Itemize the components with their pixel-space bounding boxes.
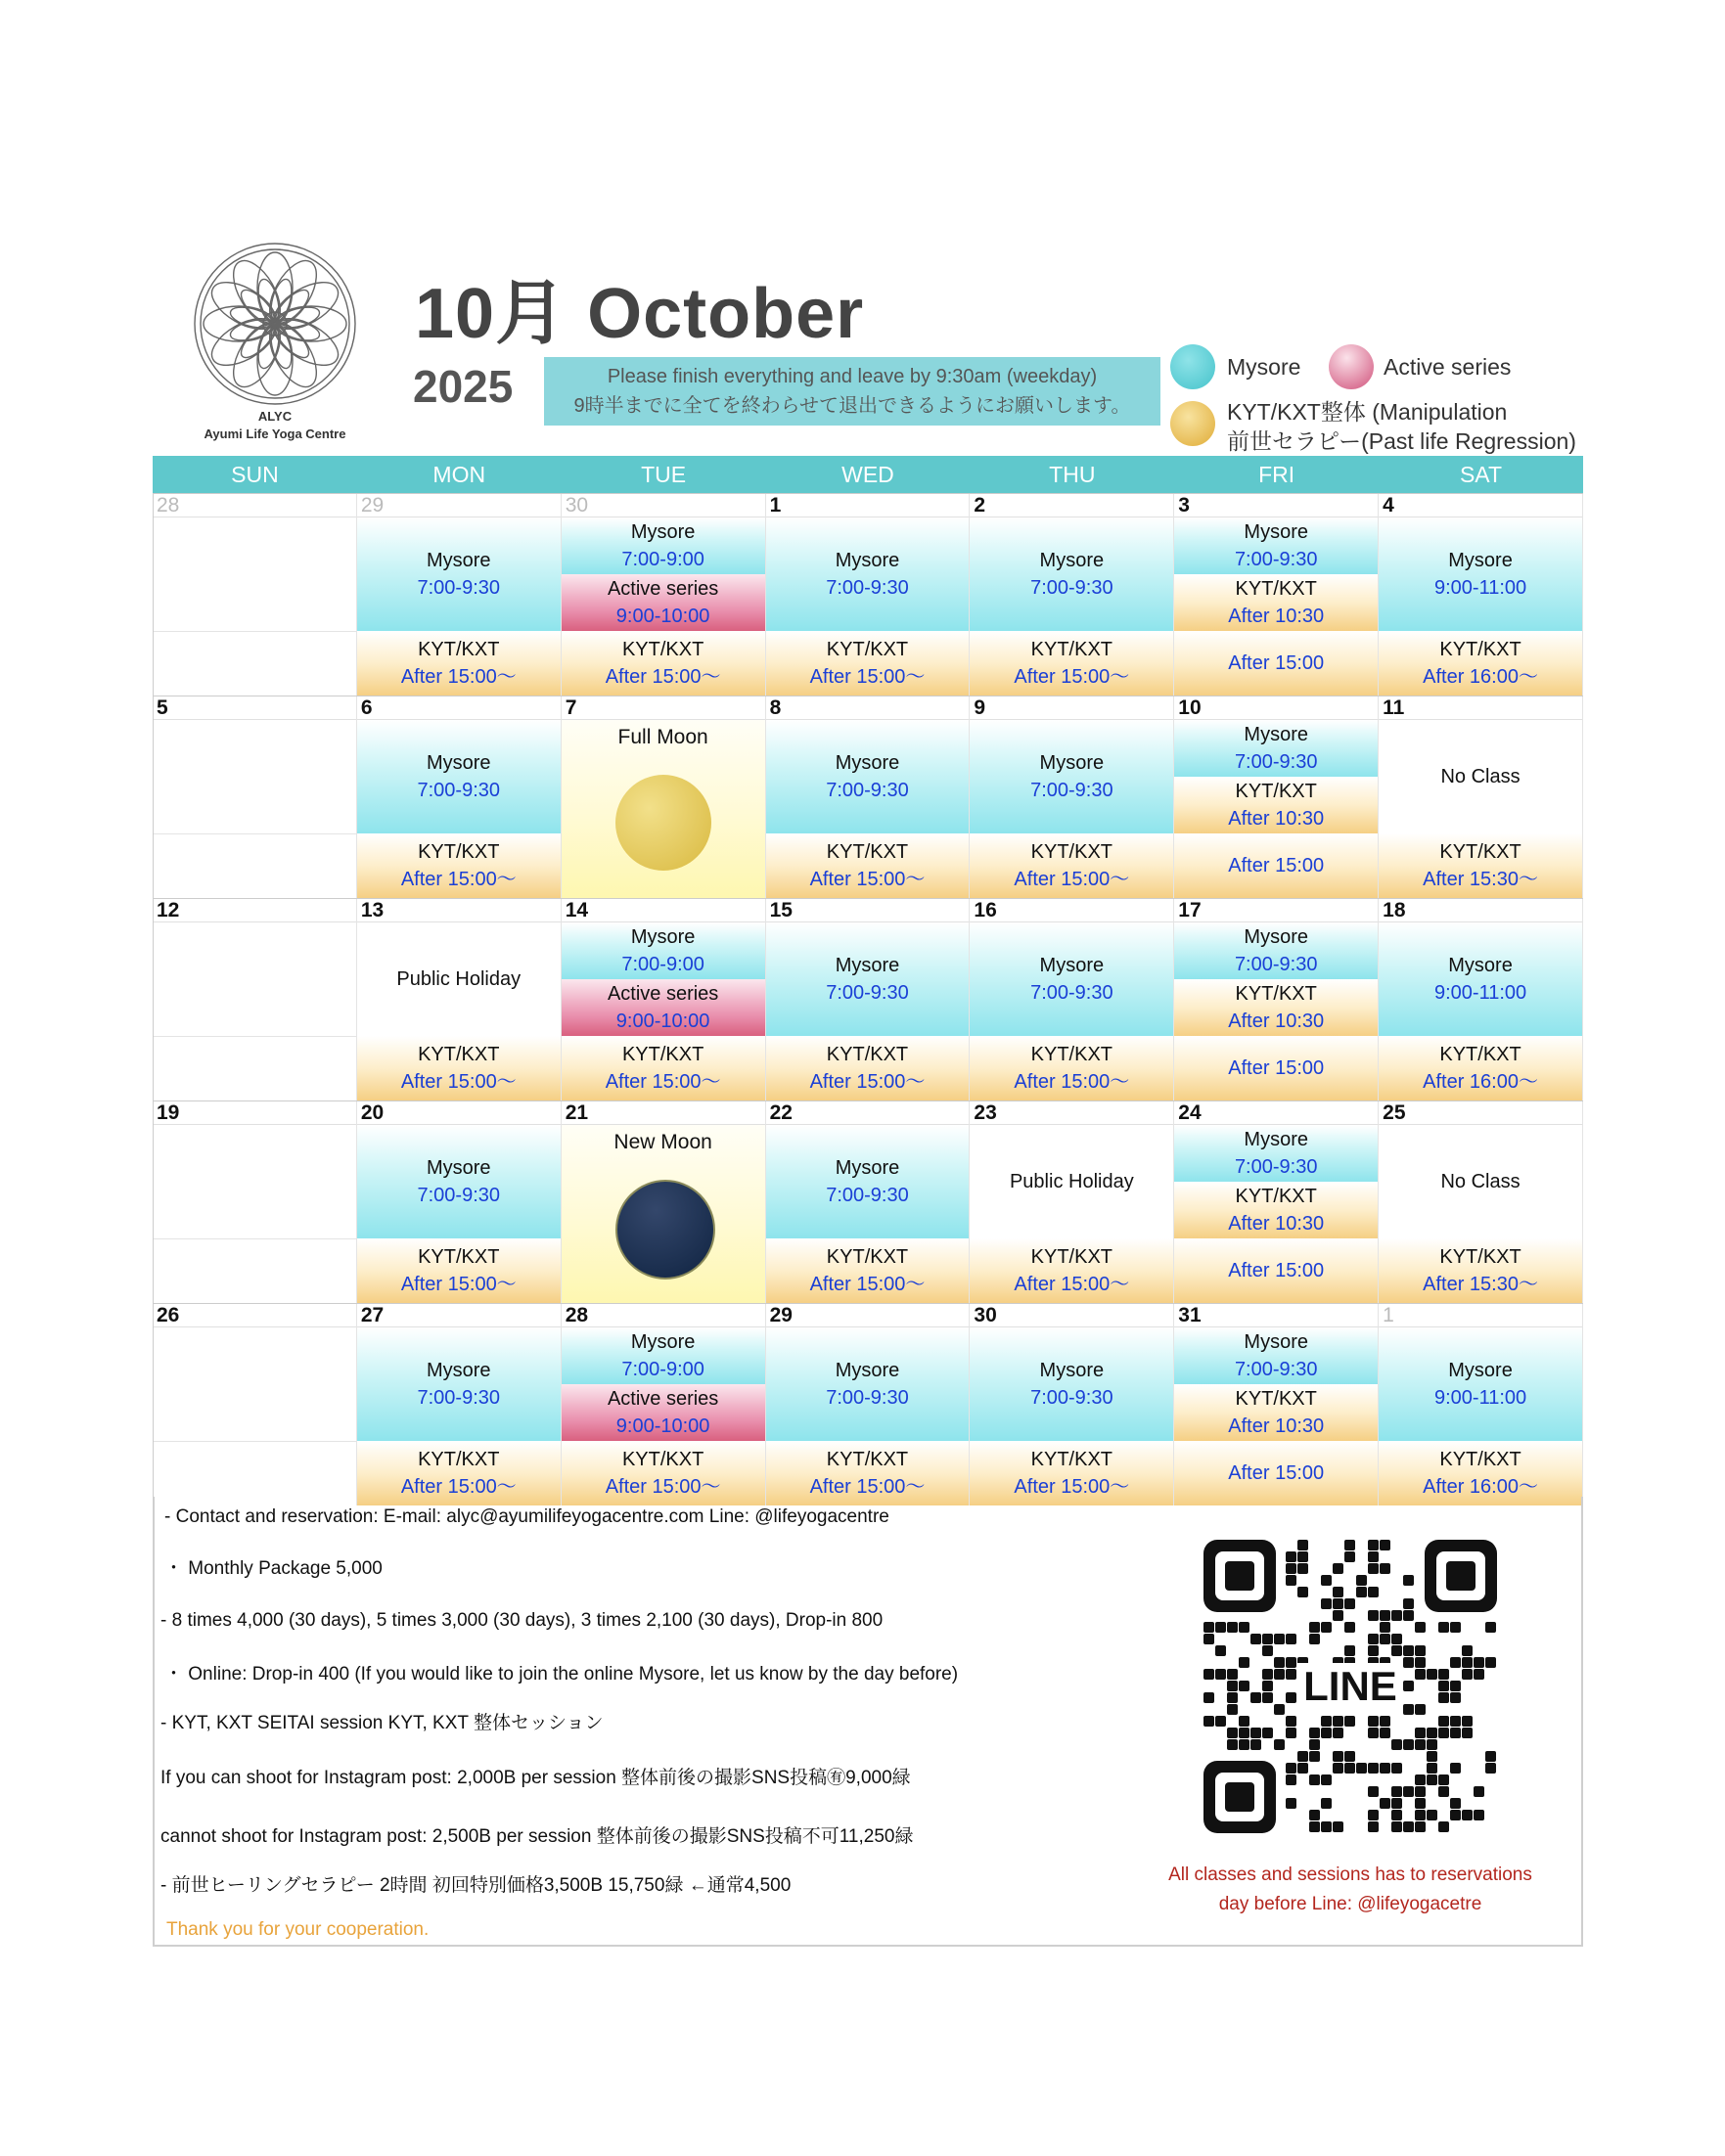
mysore-class-block-time: 7:00-9:30 [1030,982,1113,1004]
active-series-block-time: 9:00-10:00 [615,606,710,627]
mysore-class-block[interactable] [1174,517,1378,574]
kyt-session-block-time: After 10:30 [1228,1415,1325,1437]
date-number: 23 [970,1101,1173,1125]
notice-english: Please finish everything and leave by 9:30am (weekday) [607,366,1098,387]
sunday-divider [153,631,356,632]
active-series-block-time: 9:00-10:00 [615,1011,710,1032]
date-number: 14 [562,899,765,922]
mysore-class-block-time: 7:00-9:30 [417,780,501,801]
kyt-session-block-label: KYT/KXT [1030,1449,1113,1470]
mysore-class-block[interactable] [1174,922,1378,979]
kyt-legend-label-2: 前世セラピー(Past life Regression) [1227,428,1576,454]
kyt-session-block-label: KYT/KXT [1235,578,1317,600]
kyt-session-block-label: KYT/KXT [1235,1186,1317,1207]
kyt-session-block-time: After 15:00〜 [1014,666,1130,688]
mysore-class-block-time: 7:00-9:00 [621,549,704,570]
date-number: 12 [153,899,356,922]
monthly-package-line: ・ Monthly Package 5,000 [164,1558,383,1579]
mysore-legend-dot [1170,344,1215,389]
mysore-class-block-label: Mysore [1244,926,1308,948]
kyt-session-block-label: KYT/KXT [826,841,909,863]
mysore-legend-label: Mysore [1227,354,1301,380]
kyt-session-block-label: KYT/KXT [418,1246,500,1268]
mysore-class-block-time: 7:00-9:30 [1030,780,1113,801]
kyt-session-block[interactable] [1174,833,1378,898]
mysore-class-block-label: Mysore [1039,550,1105,571]
active-legend-dot [1329,344,1374,389]
dow-sun: SUN [231,462,279,487]
mysore-class-block-label: Mysore [426,1360,491,1381]
mysore-class-block[interactable] [357,517,561,631]
moon-label: Full Moon [617,726,708,748]
date-number: 19 [153,1101,356,1125]
date-number: 1 [766,494,970,517]
mysore-class-block-label: Mysore [630,521,696,543]
kyt-session-block[interactable] [357,833,561,898]
kyt-session-block-label: KYT/KXT [621,639,704,660]
date-number: 9 [970,696,1173,720]
kyt-session-block-label: KYT/KXT [1030,1246,1113,1268]
kyt-session-block[interactable] [357,1238,561,1303]
logo-abbreviation: ALYC [257,409,293,424]
kyt-session-block-label: KYT/KXT [826,1044,909,1065]
mysore-class-block[interactable] [1174,1125,1378,1182]
date-number: 8 [766,696,970,720]
no-class-label-label: No Class [1440,766,1521,787]
active-series-block[interactable] [562,979,765,1036]
kyt-session-block-label: KYT/KXT [1030,1044,1113,1065]
mysore-class-block-time: 7:00-9:30 [826,1185,909,1206]
reservation-note-1: All classes and sessions has to reservations [1168,1864,1532,1885]
dow-fri: FRI [1258,462,1295,487]
date-number: 28 [562,1304,765,1327]
column-divider [1582,899,1583,1100]
year-label: 2025 [413,361,514,412]
public-holiday-label-label: Public Holiday [396,968,522,990]
mysore-class-block-time: 7:00-9:30 [1030,1387,1113,1409]
kyt-legend-dot [1170,401,1215,446]
kyt-session-block-time: After 15:00〜 [1014,1274,1130,1295]
date-number: 2 [970,494,1173,517]
kyt-session-block-label: KYT/KXT [418,1044,500,1065]
sunday-divider [153,1238,356,1239]
mysore-class-block-label: Mysore [1448,1360,1513,1381]
kyt-session-block-label: KYT/KXT [1439,1449,1521,1470]
kyt-session-block[interactable] [1379,1238,1582,1303]
mysore-class-block[interactable] [357,1327,561,1441]
kyt-session-block-label: KYT/KXT [826,1246,909,1268]
active-series-block-label: Active series [607,983,719,1005]
kyt-session-block[interactable] [562,1036,765,1100]
kyt-session-block-time: After 16:00〜 [1423,1071,1538,1093]
mysore-class-block-time: 7:00-9:00 [621,1359,704,1380]
kyt-session-block-time: After 15:00〜 [809,1476,926,1498]
calendar-week [153,493,1583,696]
calendar-week [153,898,1583,1100]
mysore-class-block[interactable] [970,1327,1173,1441]
mysore-class-block[interactable] [766,720,970,833]
kyt-session-block-time: After 10:30 [1228,1213,1325,1235]
date-number: 27 [357,1304,561,1327]
mysore-class-block-time: 7:00-9:30 [826,780,909,801]
date-number: 29 [766,1304,970,1327]
mysore-class-block-time: 7:00-9:30 [826,982,909,1004]
kyt-session-block-label: KYT/KXT [1235,781,1317,802]
date-number: 13 [357,899,561,922]
kyt-session-block-label: KYT/KXT [621,1449,704,1470]
mysore-class-block-time: 7:00-9:30 [1234,954,1318,975]
date-number: 26 [153,1304,356,1327]
kyt-session-block[interactable] [1174,777,1378,833]
kyt-session-block[interactable] [562,631,765,696]
kyt-session-block[interactable] [970,631,1173,696]
grid-left-border [153,493,154,1501]
kyt-session-block-label: KYT/KXT [1439,1044,1521,1065]
mysore-class-block-label: Mysore [835,752,900,774]
sunday-divider [153,1036,356,1037]
mysore-class-block-label: Mysore [426,550,491,571]
kyt-session-block-time: After 15:00〜 [809,1274,926,1295]
mysore-class-block[interactable] [970,517,1173,631]
kyt-session-block-label: KYT/KXT [621,1044,704,1065]
kyt-session-block-time: After 15:00〜 [809,1071,926,1093]
no-class-label[interactable] [1379,1125,1582,1238]
kyt-session-block-time: After 15:00〜 [1014,869,1130,890]
calendar-week [153,1303,1583,1505]
mysore-class-block-time: 7:00-9:30 [826,1387,909,1409]
kyt-session-block-label: KYT/KXT [418,639,500,660]
full-moon-cell [562,720,765,898]
kyt-session-block-label: KYT/KXT [1235,1388,1317,1410]
kyt-session-block[interactable] [766,833,970,898]
mysore-class-block-time: 7:00-9:30 [1234,549,1318,570]
kyt-session-block[interactable] [1174,1036,1378,1100]
kyt-session-block-label: After 15:00 [1228,855,1325,876]
kyt-session-block-time: After 15:00〜 [605,1071,721,1093]
mysore-class-block-label: Mysore [835,955,900,976]
mysore-class-block-label: Mysore [1244,1129,1308,1150]
ticket-prices-line: - 8 times 4,000 (30 days), 5 times 3,000 (30 days), 3 times 2,100 (30 days), Drop-in 800 [160,1610,884,1631]
seitai-line: - KYT, KXT SEITAI session KYT, KXT 整体セッション [160,1713,604,1733]
date-number: 16 [970,899,1173,922]
kyt-legend-label-1: KYT/KXT整体 (Manipulation [1227,399,1508,425]
kyt-session-block[interactable] [970,1238,1173,1303]
mysore-class-block-time: 9:00-11:00 [1433,1387,1527,1409]
mysore-class-block-label: Mysore [426,752,491,774]
kyt-session-block[interactable] [1379,1036,1582,1100]
kyt-session-block-time: After 10:30 [1228,606,1325,627]
moon-label: New Moon [613,1131,712,1153]
calendar-weeks [153,493,1583,1505]
kyt-session-block-time: After 10:30 [1228,808,1325,830]
kyt-session-block-label: KYT/KXT [826,1449,909,1470]
active-series-block-time: 9:00-10:00 [615,1415,710,1437]
date-number: 25 [1379,1101,1582,1125]
calendar-week [153,1100,1583,1303]
calendar-grid [153,456,1583,1505]
kyt-session-block-time: After 15:00〜 [809,869,926,890]
mysore-class-block[interactable] [766,1327,970,1441]
kyt-session-block-time: After 15:00〜 [1014,1476,1130,1498]
mysore-class-block-label: Mysore [1039,955,1105,976]
date-number: 17 [1174,899,1378,922]
date-number: 10 [1174,696,1378,720]
notice-banner [544,357,1160,426]
mysore-class-block-label: Mysore [1448,550,1513,571]
kyt-session-block-label: After 15:00 [1228,1057,1325,1079]
online-line: ・ Online: Drop-in 400 (If you would like to join the online Mysore, let us know by the day before) [164,1664,959,1684]
notice-japanese: 9時半までに全てを終わらせて退出できるようにお願いします。 [573,395,1131,417]
kyt-session-block-time: After 16:00〜 [1423,666,1538,688]
mysore-class-block[interactable] [562,922,765,979]
kyt-session-block-time: After 15:00〜 [1014,1071,1130,1093]
mysore-class-block[interactable] [970,922,1173,1036]
column-divider [1582,1101,1583,1303]
kyt-session-block-label: KYT/KXT [826,639,909,660]
mysore-class-block[interactable] [766,1125,970,1238]
dow-mon: MON [432,462,486,487]
date-number: 1 [1379,1304,1582,1327]
mysore-class-block[interactable] [970,720,1173,833]
mysore-class-block[interactable] [562,1327,765,1384]
mysore-class-block[interactable] [1379,517,1582,631]
dow-wed: WED [841,462,894,487]
dow-thu: THU [1049,462,1096,487]
mysore-class-block-label: Mysore [1448,955,1513,976]
active-legend-label: Active series [1384,354,1512,380]
kyt-session-block-label: KYT/KXT [418,1449,500,1470]
kyt-session-block-label: KYT/KXT [1439,639,1521,660]
active-series-block[interactable] [562,574,765,631]
kyt-session-block[interactable] [1174,574,1378,631]
qr-line-text: LINE [1303,1663,1397,1709]
instagram-yes-line: If you can shoot for Instagram post: 2,000B per session 整体前後の撮影SNS投稿㊒9,000緑 [160,1768,911,1788]
kyt-session-block[interactable] [357,631,561,696]
date-number: 3 [1174,494,1378,517]
date-number: 30 [562,494,765,517]
mysore-class-block-time: 7:00-9:30 [417,577,501,599]
mysore-class-block-time: 7:00-9:00 [621,954,704,975]
kyt-session-block-label: KYT/KXT [1439,841,1521,863]
mysore-class-block-label: Mysore [426,1157,491,1179]
date-number: 28 [153,494,356,517]
date-number: 29 [357,494,561,517]
public-holiday-label-label: Public Holiday [1009,1171,1134,1192]
full-moon-icon [615,775,711,871]
kyt-session-block-label: KYT/KXT [1030,841,1113,863]
kyt-session-block-time: After 16:00〜 [1423,1476,1538,1498]
date-number: 22 [766,1101,970,1125]
calendar-week [153,696,1583,898]
date-number: 21 [562,1101,765,1125]
date-number: 20 [357,1101,561,1125]
mysore-class-block-label: Mysore [1244,724,1308,745]
kyt-session-block[interactable] [970,1036,1173,1100]
kyt-session-block-label: KYT/KXT [1235,983,1317,1005]
mysore-class-block-time: 7:00-9:30 [826,577,909,599]
kyt-session-block[interactable] [1174,631,1378,696]
kyt-session-block-time: After 15:00〜 [400,1274,517,1295]
public-holiday-label[interactable] [970,1125,1173,1238]
mysore-class-block-label: Mysore [835,1360,900,1381]
kyt-session-block[interactable] [1174,1384,1378,1441]
dow-tue: TUE [641,462,687,487]
mysore-class-block-label: Mysore [835,550,900,571]
mysore-class-block[interactable] [766,517,970,631]
mysore-class-block-label: Mysore [835,1157,900,1179]
mysore-class-block-label: Mysore [1039,1360,1105,1381]
kyt-session-block[interactable] [1174,1238,1378,1303]
mysore-class-block-time: 7:00-9:30 [1030,577,1113,599]
kyt-session-block[interactable] [1174,979,1378,1036]
mysore-class-block[interactable] [1174,1327,1378,1384]
mysore-class-block[interactable] [1379,922,1582,1036]
mysore-class-block[interactable] [562,517,765,574]
mysore-class-block-time: 9:00-11:00 [1433,577,1527,599]
date-number: 5 [153,696,356,720]
kyt-session-block-label: KYT/KXT [418,841,500,863]
date-number: 31 [1174,1304,1378,1327]
kyt-session-block[interactable] [1379,631,1582,696]
no-class-label[interactable] [1379,720,1582,833]
date-number: 24 [1174,1101,1378,1125]
month-title: 10月 October [415,275,865,353]
kyt-session-block-time: After 15:00〜 [400,1071,517,1093]
sunday-divider [153,833,356,834]
kyt-session-block-time: After 10:30 [1228,1011,1325,1032]
kyt-session-block-time: After 15:00〜 [400,869,517,890]
mysore-class-block-time: 9:00-11:00 [1433,982,1527,1004]
kyt-session-block[interactable] [766,1036,970,1100]
kyt-session-block[interactable] [1174,1182,1378,1238]
kyt-session-block-label: KYT/KXT [1439,1246,1521,1268]
active-series-block-label: Active series [607,1388,719,1410]
new-moon-icon [615,1180,715,1280]
mysore-class-block-time: 7:00-9:30 [1234,751,1318,773]
active-series-block[interactable] [562,1384,765,1441]
line-qr-code[interactable] [1203,1540,1497,1833]
reservation-note-2: day before Line: @lifeyogacetre [1218,1894,1482,1914]
mysore-class-block-time: 7:00-9:30 [417,1387,501,1409]
mysore-class-block[interactable] [1379,1327,1582,1441]
kyt-session-block[interactable] [970,833,1173,898]
kyt-session-block-time: After 15:00〜 [400,666,517,688]
kyt-session-block-label: KYT/KXT [1030,639,1113,660]
day-of-week-header [153,456,1583,493]
kyt-session-block-time: After 15:00〜 [400,1476,517,1498]
mysore-class-block[interactable] [1174,720,1378,777]
mysore-class-block-label: Mysore [1244,1331,1308,1353]
mysore-class-block[interactable] [357,1125,561,1238]
kyt-session-block-label: After 15:00 [1228,652,1325,674]
mysore-class-block-label: Mysore [630,1331,696,1353]
public-holiday-label[interactable] [357,922,561,1036]
column-divider [1582,494,1583,696]
kyt-session-block[interactable] [766,1238,970,1303]
mysore-class-block-label: Mysore [1039,752,1105,774]
kyt-session-block[interactable] [766,631,970,696]
date-number: 7 [562,696,765,720]
no-class-label-label: No Class [1440,1171,1521,1192]
date-number: 4 [1379,494,1582,517]
kyt-session-block-time: After 15:00〜 [605,1476,721,1498]
mysore-class-block[interactable] [357,720,561,833]
kyt-session-block-time: After 15:00〜 [605,666,721,688]
mysore-class-block-time: 7:00-9:30 [417,1185,501,1206]
kyt-session-block[interactable] [1379,833,1582,898]
date-number: 30 [970,1304,1173,1327]
date-number: 18 [1379,899,1582,922]
column-divider [1582,696,1583,898]
kyt-session-block-label: After 15:00 [1228,1462,1325,1484]
alyc-logo-mandala [192,241,358,407]
new-moon-cell [562,1125,765,1303]
healing-line: - 前世ヒーリングセラピー 2時間 初回特別価格3,500B 15,750緑 ←通常4,500 [160,1875,792,1896]
column-divider [1582,1304,1583,1505]
date-number: 15 [766,899,970,922]
active-series-block-label: Active series [607,578,719,600]
thanks-line: Thank you for your cooperation. [166,1919,430,1940]
mysore-class-block-time: 7:00-9:30 [1234,1156,1318,1178]
mysore-class-block-time: 7:00-9:30 [1234,1359,1318,1380]
kyt-session-block[interactable] [357,1036,561,1100]
date-number: 11 [1379,696,1582,720]
logo-name: Ayumi Life Yoga Centre [204,427,346,441]
mysore-class-block-label: Mysore [1244,521,1308,543]
dow-sat: SAT [1459,462,1502,487]
instagram-no-line: cannot shoot for Instagram post: 2,500B per session 整体前後の撮影SNS投稿不可11,250緑 [160,1826,914,1847]
contact-line: - Contact and reservation: E-mail: alyc@ayumilifeyogacentre.com Line: @lifeyogacentre [164,1506,889,1527]
mysore-class-block[interactable] [766,922,970,1036]
date-number: 6 [357,696,561,720]
sunday-divider [153,1441,356,1442]
kyt-session-block-time: After 15:00〜 [809,666,926,688]
kyt-session-block-time: After 15:30〜 [1423,869,1538,890]
kyt-session-block-label: After 15:00 [1228,1260,1325,1281]
kyt-session-block-time: After 15:30〜 [1423,1274,1538,1295]
mysore-class-block-label: Mysore [630,926,696,948]
